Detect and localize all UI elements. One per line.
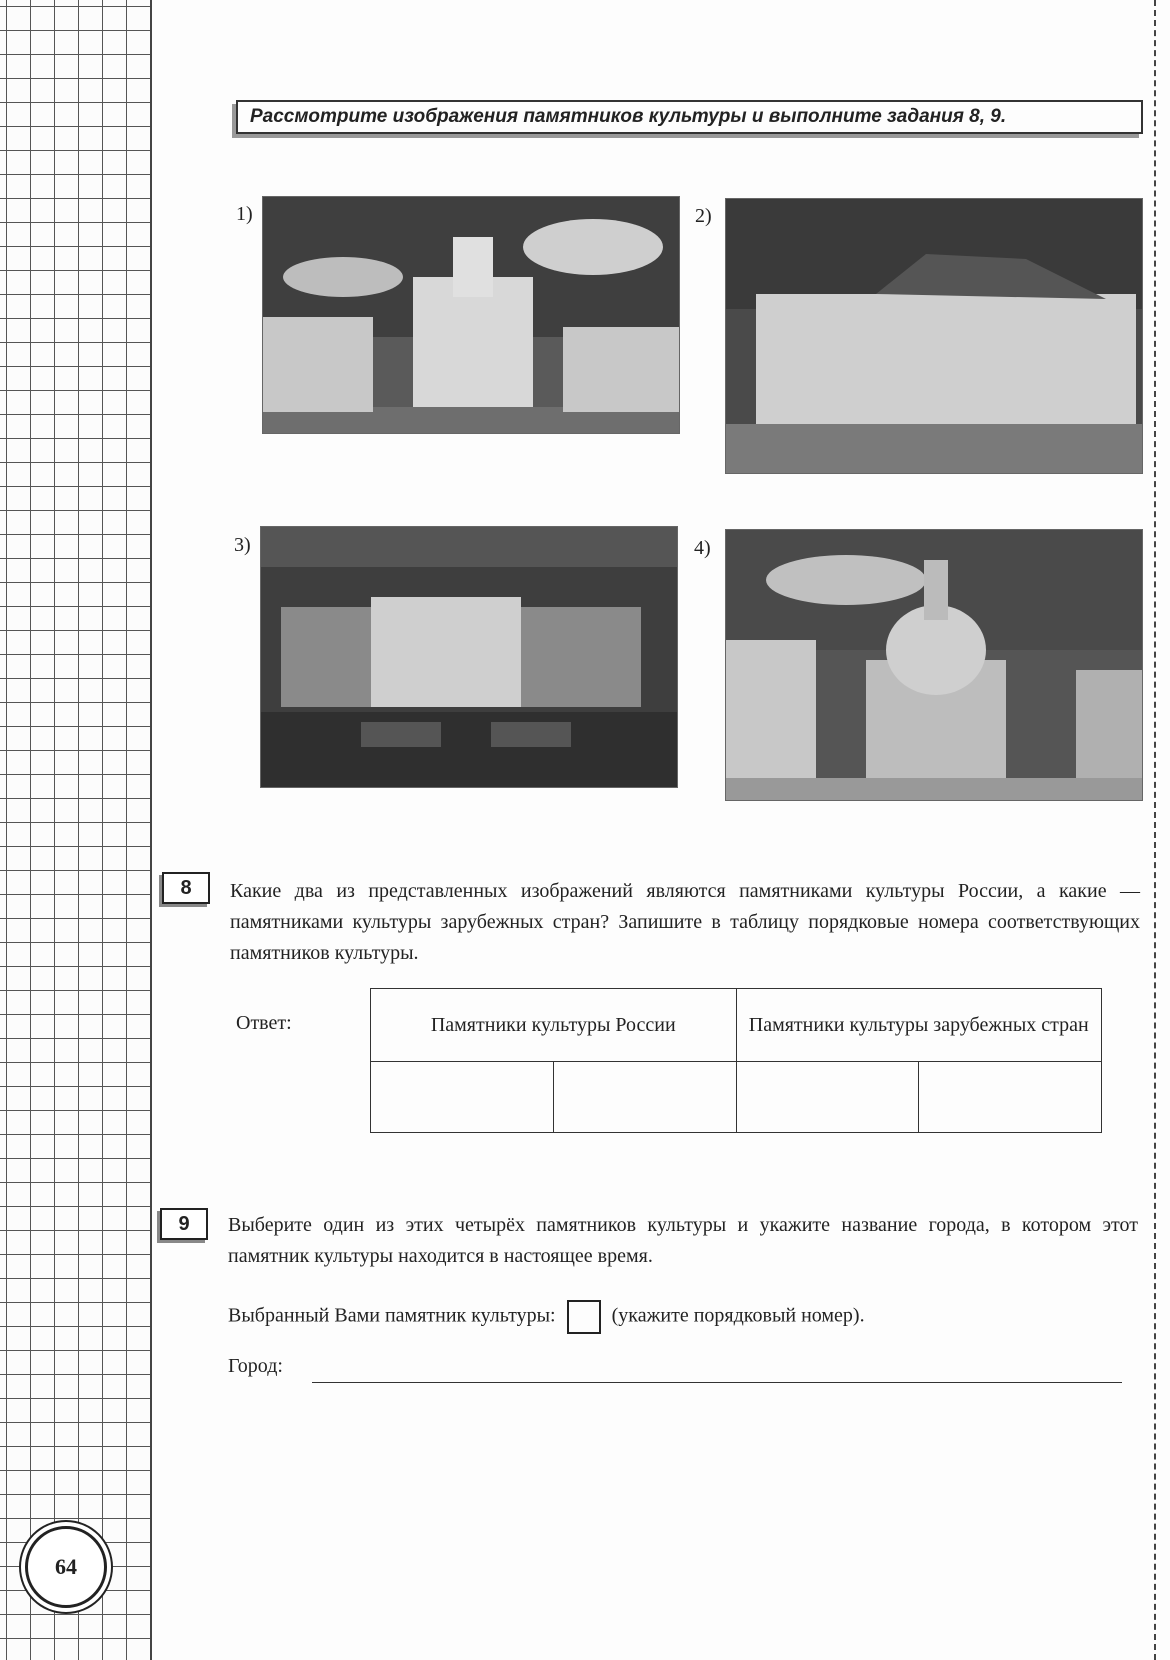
col-foreign-header: Памятники культуры зарубежных стран	[736, 989, 1102, 1062]
answer-cell-3[interactable]	[736, 1062, 919, 1133]
chosen-number-box[interactable]	[567, 1300, 601, 1334]
answer-table	[370, 988, 1102, 1133]
answer-cell-2[interactable]	[553, 1062, 736, 1133]
cathedral-photo	[262, 196, 680, 434]
church-photo	[725, 529, 1143, 801]
city-input-line[interactable]	[312, 1382, 1122, 1383]
chosen-line	[228, 1300, 865, 1334]
palace-photo	[725, 198, 1143, 474]
col-russia-header: Памятники культуры России	[371, 989, 737, 1062]
answer-cell-1[interactable]	[371, 1062, 554, 1133]
page-number: 64	[25, 1526, 107, 1608]
photo-label-2: 2)	[695, 205, 712, 227]
photo-label-3: 3)	[234, 534, 251, 556]
grid-margin	[0, 0, 152, 1660]
answer-label: Ответ:	[236, 1012, 292, 1034]
task-9-number: 9	[160, 1208, 208, 1240]
photo-label-4: 4)	[694, 537, 711, 559]
task-9-text: Выберите один из этих четырёх памятников культуры и укажите название города, в котором этот памятник культуры находится в настоящее время.	[228, 1214, 1138, 1267]
chosen-suffix: (укажите порядковый номер).	[611, 1304, 865, 1327]
photo-label-1: 1)	[236, 203, 253, 225]
answer-cell-4[interactable]	[919, 1062, 1102, 1133]
task-8-number: 8	[162, 872, 210, 904]
cut-line	[1154, 0, 1156, 1660]
task-8-text: Какие два из представленных изображений являются памятниками культуры России, а какие — памятниками культуры зарубежных стран? Запишите в таблицу порядковые номера соответствующих памятников культуры.	[230, 880, 1140, 964]
chosen-prefix: Выбранный Вами памятник культуры:	[228, 1304, 556, 1327]
chateau-photo	[260, 526, 678, 788]
city-label: Город:	[228, 1355, 283, 1377]
instruction-header: Рассмотрите изображения памятников культуры и выполните задания 8, 9.	[236, 100, 1143, 134]
